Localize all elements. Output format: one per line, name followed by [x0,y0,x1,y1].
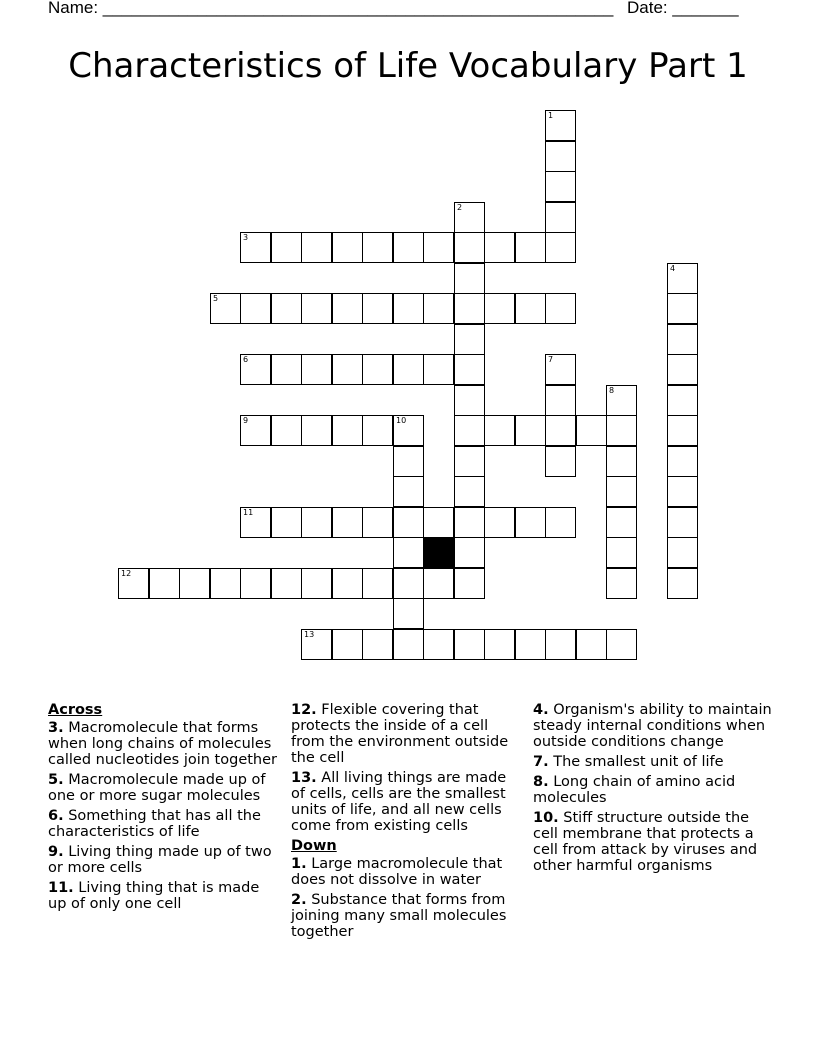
clue-number-label: 11 [243,508,254,517]
grid-cell[interactable] [393,446,424,477]
grid-cell[interactable] [362,232,393,263]
clue-number-label: 2 [457,203,463,212]
grid-cell[interactable] [454,537,485,568]
grid-cell[interactable] [301,232,332,263]
grid-cell[interactable] [545,507,576,538]
grid-cell[interactable] [667,507,698,538]
grid-cell[interactable] [667,415,698,446]
grid-cell[interactable] [545,171,576,202]
clue-number-label: 12 [121,569,132,578]
grid-cell[interactable] [545,629,576,660]
clue-number: 11. [48,880,74,896]
down-heading: Down [291,838,337,854]
grid-cell[interactable] [545,385,576,416]
clue-number: 10. [533,810,559,826]
clue-across-5 [48,772,280,804]
clue-across-3 [48,720,280,768]
grid-cell[interactable] [271,415,302,446]
grid-cell[interactable] [118,568,149,599]
grid-cell[interactable] [515,415,546,446]
clue-number: 12. [291,702,317,718]
clue-text: Something that has all the characteristics of life [48,808,261,840]
grid-cell[interactable] [545,202,576,233]
grid-cell[interactable] [393,415,424,446]
grid-cell[interactable] [393,476,424,507]
grid-cell[interactable] [301,507,332,538]
clue-down-7 [533,754,773,770]
grid-cell[interactable] [667,476,698,507]
grid-cell[interactable] [454,446,485,477]
grid-cell[interactable] [545,141,576,172]
grid-cell[interactable] [454,385,485,416]
page-title: Characteristics of Life Vocabulary Part 1 [68,46,748,86]
clue-number: 6. [48,808,64,824]
clue-across-11 [48,880,280,912]
grid-cell[interactable] [423,507,454,538]
clue-text: The smallest unit of life [548,754,724,770]
clue-text: Substance that forms from joining many small molecules together [291,892,507,940]
clue-number: 8. [533,774,549,790]
date-field-label: Date: _______ [627,0,739,17]
grid-cell[interactable] [301,415,332,446]
clue-text: Long chain of amino acid molecules [533,774,736,806]
grid-cell[interactable] [423,568,454,599]
grid-cell[interactable] [454,202,485,233]
grid-cell[interactable] [545,446,576,477]
clue-number-label: 6 [243,355,249,364]
clue-down-1 [291,856,523,888]
grid-cell[interactable] [423,354,454,385]
grid-cell[interactable] [454,263,485,294]
grid-cell[interactable] [667,263,698,294]
grid-cell[interactable] [301,568,332,599]
grid-cell[interactable] [393,293,424,324]
grid-cell[interactable] [454,324,485,355]
grid-cell[interactable] [515,507,546,538]
grid-cell[interactable] [484,629,515,660]
grid-cell[interactable] [362,415,393,446]
grid-cell[interactable] [454,232,485,263]
clue-down-10 [533,810,773,874]
grid-cell[interactable] [240,232,271,263]
clue-number: 13. [291,770,317,786]
black-square [423,537,454,568]
grid-cell[interactable] [271,507,302,538]
clue-number: 2. [291,892,307,908]
grid-cell[interactable] [301,629,332,660]
grid-cell[interactable] [667,568,698,599]
grid-cell[interactable] [545,232,576,263]
grid-cell[interactable] [362,293,393,324]
grid-cell[interactable] [606,629,637,660]
grid-cell[interactable] [606,415,637,446]
grid-cell[interactable] [301,354,332,385]
clue-text: Large macromolecule that does not dissolve in water [291,856,503,888]
clue-text: Flexible covering that protects the inside of a cell from the environment outside the cell [291,702,509,766]
clue-number-label: 3 [243,233,249,242]
grid-cell[interactable] [515,629,546,660]
grid-cell[interactable] [454,354,485,385]
grid-cell[interactable] [454,415,485,446]
grid-cell[interactable] [454,629,485,660]
clue-number-label: 4 [670,264,676,273]
clue-number-label: 10 [396,416,407,425]
grid-cell[interactable] [362,354,393,385]
clue-text: Living thing made up of two or more cells [48,844,272,876]
grid-cell[interactable] [210,568,241,599]
clue-number: 3. [48,720,64,736]
grid-cell[interactable] [179,568,210,599]
clue-down-2 [291,892,523,940]
grid-cell[interactable] [667,385,698,416]
grid-cell[interactable] [271,568,302,599]
grid-cell[interactable] [271,293,302,324]
grid-cell[interactable] [667,324,698,355]
grid-cell[interactable] [332,568,363,599]
clue-number: 9. [48,844,64,860]
clue-text: Stiff structure outside the cell membrane that protects a cell from attack by viruses and other harmful organisms [533,810,758,874]
grid-cell[interactable] [515,293,546,324]
clue-number: 5. [48,772,64,788]
grid-cell[interactable] [240,568,271,599]
grid-cell[interactable] [606,537,637,568]
clue-text: Macromolecule that forms when long chains of molecules called nucleotides join together [48,720,277,768]
grid-cell[interactable] [454,293,485,324]
grid-cell[interactable] [393,598,424,629]
grid-cell[interactable] [393,629,424,660]
clue-number-label: 7 [548,355,554,364]
grid-cell[interactable] [240,293,271,324]
across-heading: Across [48,702,103,718]
grid-cell[interactable] [423,629,454,660]
clue-number-label: 9 [243,416,249,425]
grid-cell[interactable] [454,476,485,507]
clue-number: 1. [291,856,307,872]
clue-number: 4. [533,702,549,718]
grid-cell[interactable] [240,507,271,538]
grid-cell[interactable] [240,354,271,385]
grid-cell[interactable] [301,293,332,324]
grid-cell[interactable] [484,415,515,446]
clue-text: Living thing that is made up of only one cell [48,880,260,912]
grid-cell[interactable] [606,476,637,507]
grid-cell[interactable] [606,446,637,477]
grid-cell[interactable] [484,293,515,324]
grid-cell[interactable] [332,293,363,324]
grid-cell[interactable] [393,568,424,599]
grid-cell[interactable] [332,415,363,446]
grid-cell[interactable] [393,537,424,568]
grid-cell[interactable] [332,232,363,263]
grid-cell[interactable] [240,415,271,446]
grid-cell[interactable] [423,232,454,263]
clue-column-3 [533,702,773,878]
grid-cell[interactable] [667,446,698,477]
grid-cell[interactable] [362,629,393,660]
grid-cell[interactable] [545,293,576,324]
grid-cell[interactable] [606,568,637,599]
grid-cell[interactable] [149,568,180,599]
clue-number-label: 8 [609,386,615,395]
grid-cell[interactable] [576,415,607,446]
grid-cell[interactable] [515,232,546,263]
grid-cell[interactable] [667,293,698,324]
grid-cell[interactable] [484,232,515,263]
grid-cell[interactable] [271,354,302,385]
clue-across-6 [48,808,280,840]
grid-cell[interactable] [393,232,424,263]
grid-cell[interactable] [576,629,607,660]
grid-cell[interactable] [423,293,454,324]
clue-number: 7. [533,754,549,770]
grid-cell[interactable] [393,507,424,538]
clue-column-1 [48,702,280,916]
grid-cell[interactable] [332,629,363,660]
grid-cell[interactable] [606,507,637,538]
grid-cell[interactable] [362,568,393,599]
grid-cell[interactable] [393,354,424,385]
clue-across-12 [291,702,523,766]
grid-cell[interactable] [667,537,698,568]
grid-cell[interactable] [667,354,698,385]
clue-down-8 [533,774,773,806]
clue-column-2 [291,702,523,944]
clue-text: All living things are made of cells, cells are the smallest units of life, and all new cells come from existing cells [291,770,507,834]
clue-down-4 [533,702,773,750]
grid-cell[interactable] [332,507,363,538]
grid-cell[interactable] [362,507,393,538]
grid-cell[interactable] [545,354,576,385]
grid-cell[interactable] [271,232,302,263]
grid-cell[interactable] [454,507,485,538]
name-field-label: Name: ______________________________________________________ [48,0,614,17]
grid-cell[interactable] [545,415,576,446]
grid-cell[interactable] [545,110,576,141]
clue-across-13 [291,770,523,834]
grid-cell[interactable] [484,507,515,538]
clue-number-label: 1 [548,111,554,120]
grid-cell[interactable] [454,568,485,599]
clue-number-label: 5 [213,294,219,303]
clue-text: Organism's ability to maintain steady internal conditions when outside conditions change [533,702,772,750]
grid-cell[interactable] [606,385,637,416]
grid-cell[interactable] [210,293,241,324]
clue-across-9 [48,844,280,876]
clue-number-label: 13 [304,630,315,639]
clue-text: Macromolecule made up of one or more sugar molecules [48,772,266,804]
grid-cell[interactable] [332,354,363,385]
